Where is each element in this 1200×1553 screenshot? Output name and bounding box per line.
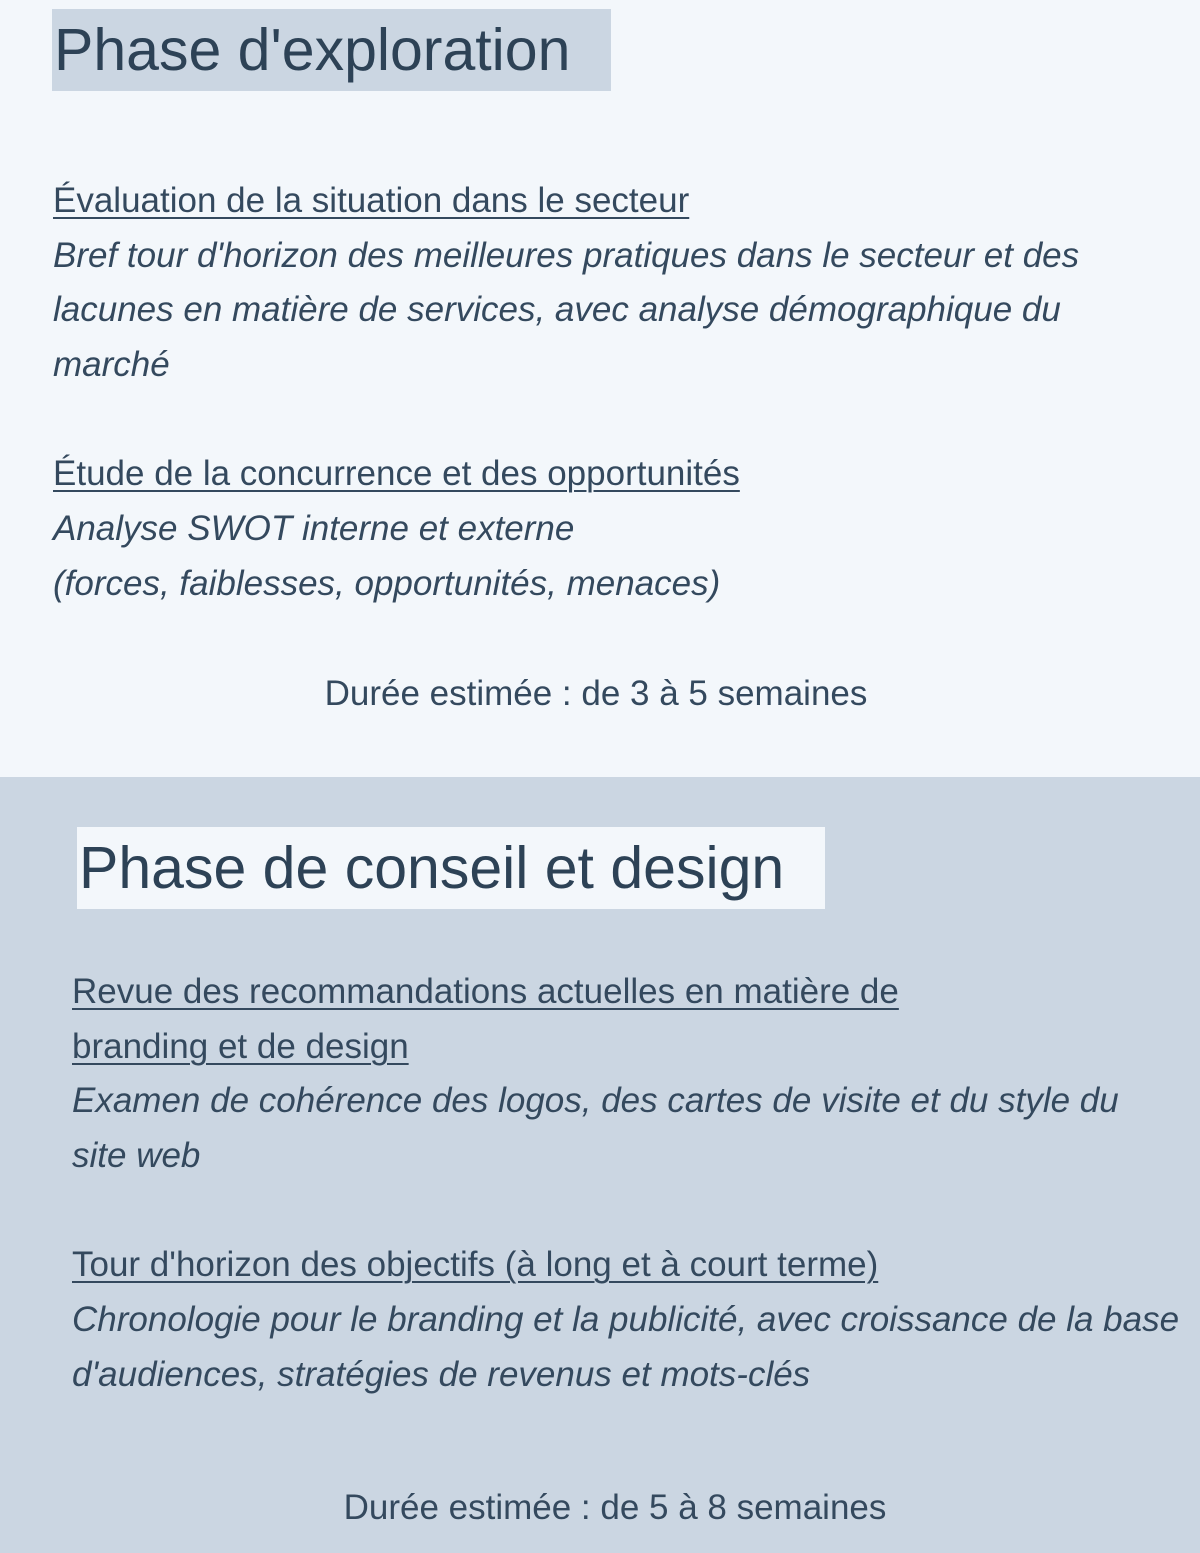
exploration-phase-duration: Durée estimée : de 3 à 5 semaines: [324, 674, 868, 713]
competition-study-item: [53, 447, 1153, 611]
objectives-overview-description: Chronologie pour le branding et la publicité, avec croissance de la base d'audiences, stratégies de revenus et mots-clés: [72, 1299, 1180, 1394]
consulting-design-phase-duration: Durée estimée : de 5 à 8 semaines: [343, 1488, 887, 1527]
consulting-design-phase-section: [0, 777, 1200, 1553]
competition-study-description-line-1: Analyse SWOT interne et externe: [53, 508, 575, 548]
objectives-overview-title: Tour d'horizon des objectifs (à long et à court terme): [72, 1245, 879, 1285]
consulting-design-phase-heading: Phase de conseil et design: [77, 827, 825, 909]
competition-study-title: Étude de la concurrence et des opportunités: [53, 454, 740, 494]
objectives-overview-item: [72, 1238, 1182, 1402]
branding-review-item: [72, 965, 1182, 1183]
exploration-phase-items: [53, 174, 1153, 666]
branding-review-title: Revue des recommandations actuelles en matière de branding et de design: [72, 972, 899, 1066]
sector-evaluation-description: Bref tour d'horizon des meilleures pratiques dans le secteur et des lacunes en matière de services, avec analyse démographique du marché: [53, 235, 1080, 384]
consulting-design-phase-items: [72, 965, 1182, 1457]
branding-review-description: Examen de cohérence des logos, des cartes de visite et du style du site web: [72, 1081, 1119, 1175]
sector-evaluation-title: Évaluation de la situation dans le secteur: [53, 181, 690, 220]
sector-evaluation-item: [53, 174, 1153, 392]
exploration-phase-heading: Phase d'exploration: [52, 9, 611, 91]
competition-study-description-line-2: (forces, faiblesses, opportunités, menaces): [53, 563, 721, 603]
